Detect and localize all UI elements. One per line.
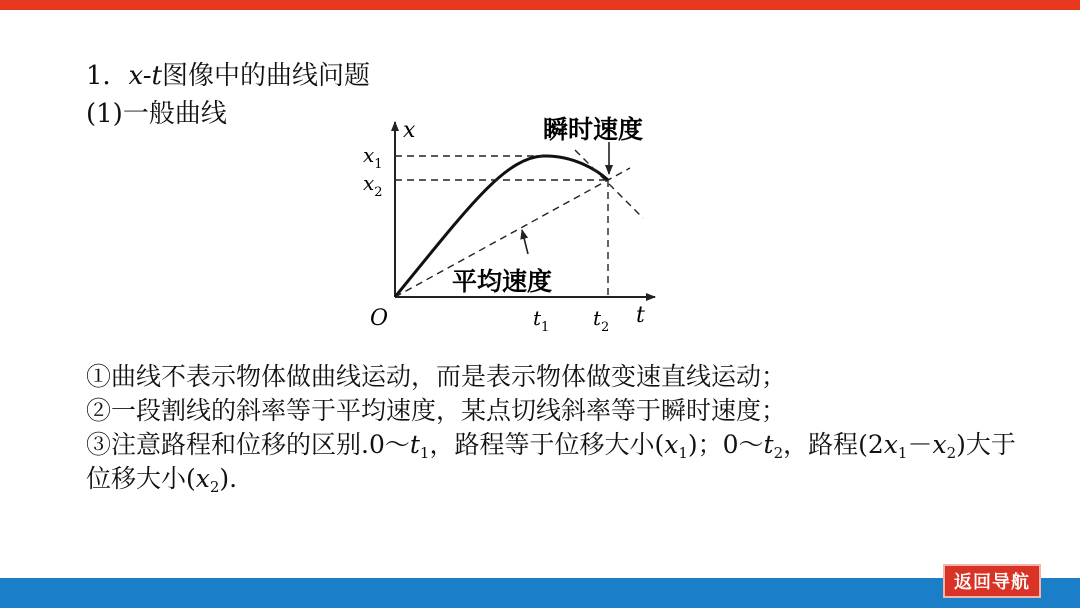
heading-number: 1． bbox=[86, 61, 129, 91]
note-3-text-d: ，路程(2 bbox=[783, 430, 884, 459]
tick-x1: $x_1$ bbox=[363, 143, 383, 172]
note-3-text-b: ，路程等于位移大小( bbox=[429, 430, 665, 459]
tick-x2: $x_2$ bbox=[363, 171, 383, 200]
note-3-x2b: x bbox=[195, 464, 210, 493]
bottom-accent-bar bbox=[0, 578, 1080, 608]
note-3-t: t bbox=[409, 430, 420, 459]
note-3-text-f: )大于位移大小( bbox=[86, 430, 1016, 493]
tick-t1: $t_1$ bbox=[533, 306, 550, 335]
note-3-text-c: )；0～ bbox=[687, 430, 764, 459]
note-1: ①曲线不表示物体做曲线运动，而是表示物体做变速直线运动； bbox=[86, 362, 787, 391]
note-3-x2-sub: 2 bbox=[946, 444, 957, 462]
instant-velocity-label: 瞬时速度 bbox=[543, 115, 644, 144]
note-3-x1b: x bbox=[883, 430, 898, 459]
heading-variable: x-t bbox=[128, 61, 162, 91]
note-3-t2: t bbox=[763, 430, 774, 459]
subsection-heading: (1)一般曲线 bbox=[86, 99, 227, 129]
note-3-text-e: － bbox=[907, 430, 933, 459]
note-3-x-sub: 1 bbox=[678, 444, 688, 462]
notes-list bbox=[66, 360, 1026, 496]
note-3 bbox=[66, 428, 1026, 496]
origin-label: O bbox=[370, 306, 389, 331]
heading-text: 图像中的曲线问题 bbox=[162, 61, 371, 91]
back-navigation-button[interactable]: 返回导航 bbox=[943, 564, 1041, 598]
average-velocity-arrow bbox=[522, 230, 528, 254]
x-axis-label: t bbox=[636, 303, 645, 328]
note-3-t2-sub: 2 bbox=[773, 444, 784, 462]
note-3-x: x bbox=[664, 430, 679, 459]
note-3-text-g: ). bbox=[219, 464, 238, 493]
y-axis-label: x bbox=[403, 118, 416, 143]
average-velocity-label: 平均速度 bbox=[452, 267, 553, 296]
note-2: ②一段割线的斜率等于平均速度，某点切线斜率等于瞬时速度； bbox=[86, 396, 787, 425]
note-3-x2b-sub: 2 bbox=[209, 478, 220, 496]
note-3-x2: x bbox=[932, 430, 947, 459]
note-3-text-a: ③注意路程和位移的区别.0～ bbox=[86, 430, 410, 459]
tick-t2: $t_2$ bbox=[593, 306, 610, 335]
note-3-t-sub: 1 bbox=[419, 444, 430, 462]
note-3-x1b-sub: 1 bbox=[897, 444, 908, 462]
